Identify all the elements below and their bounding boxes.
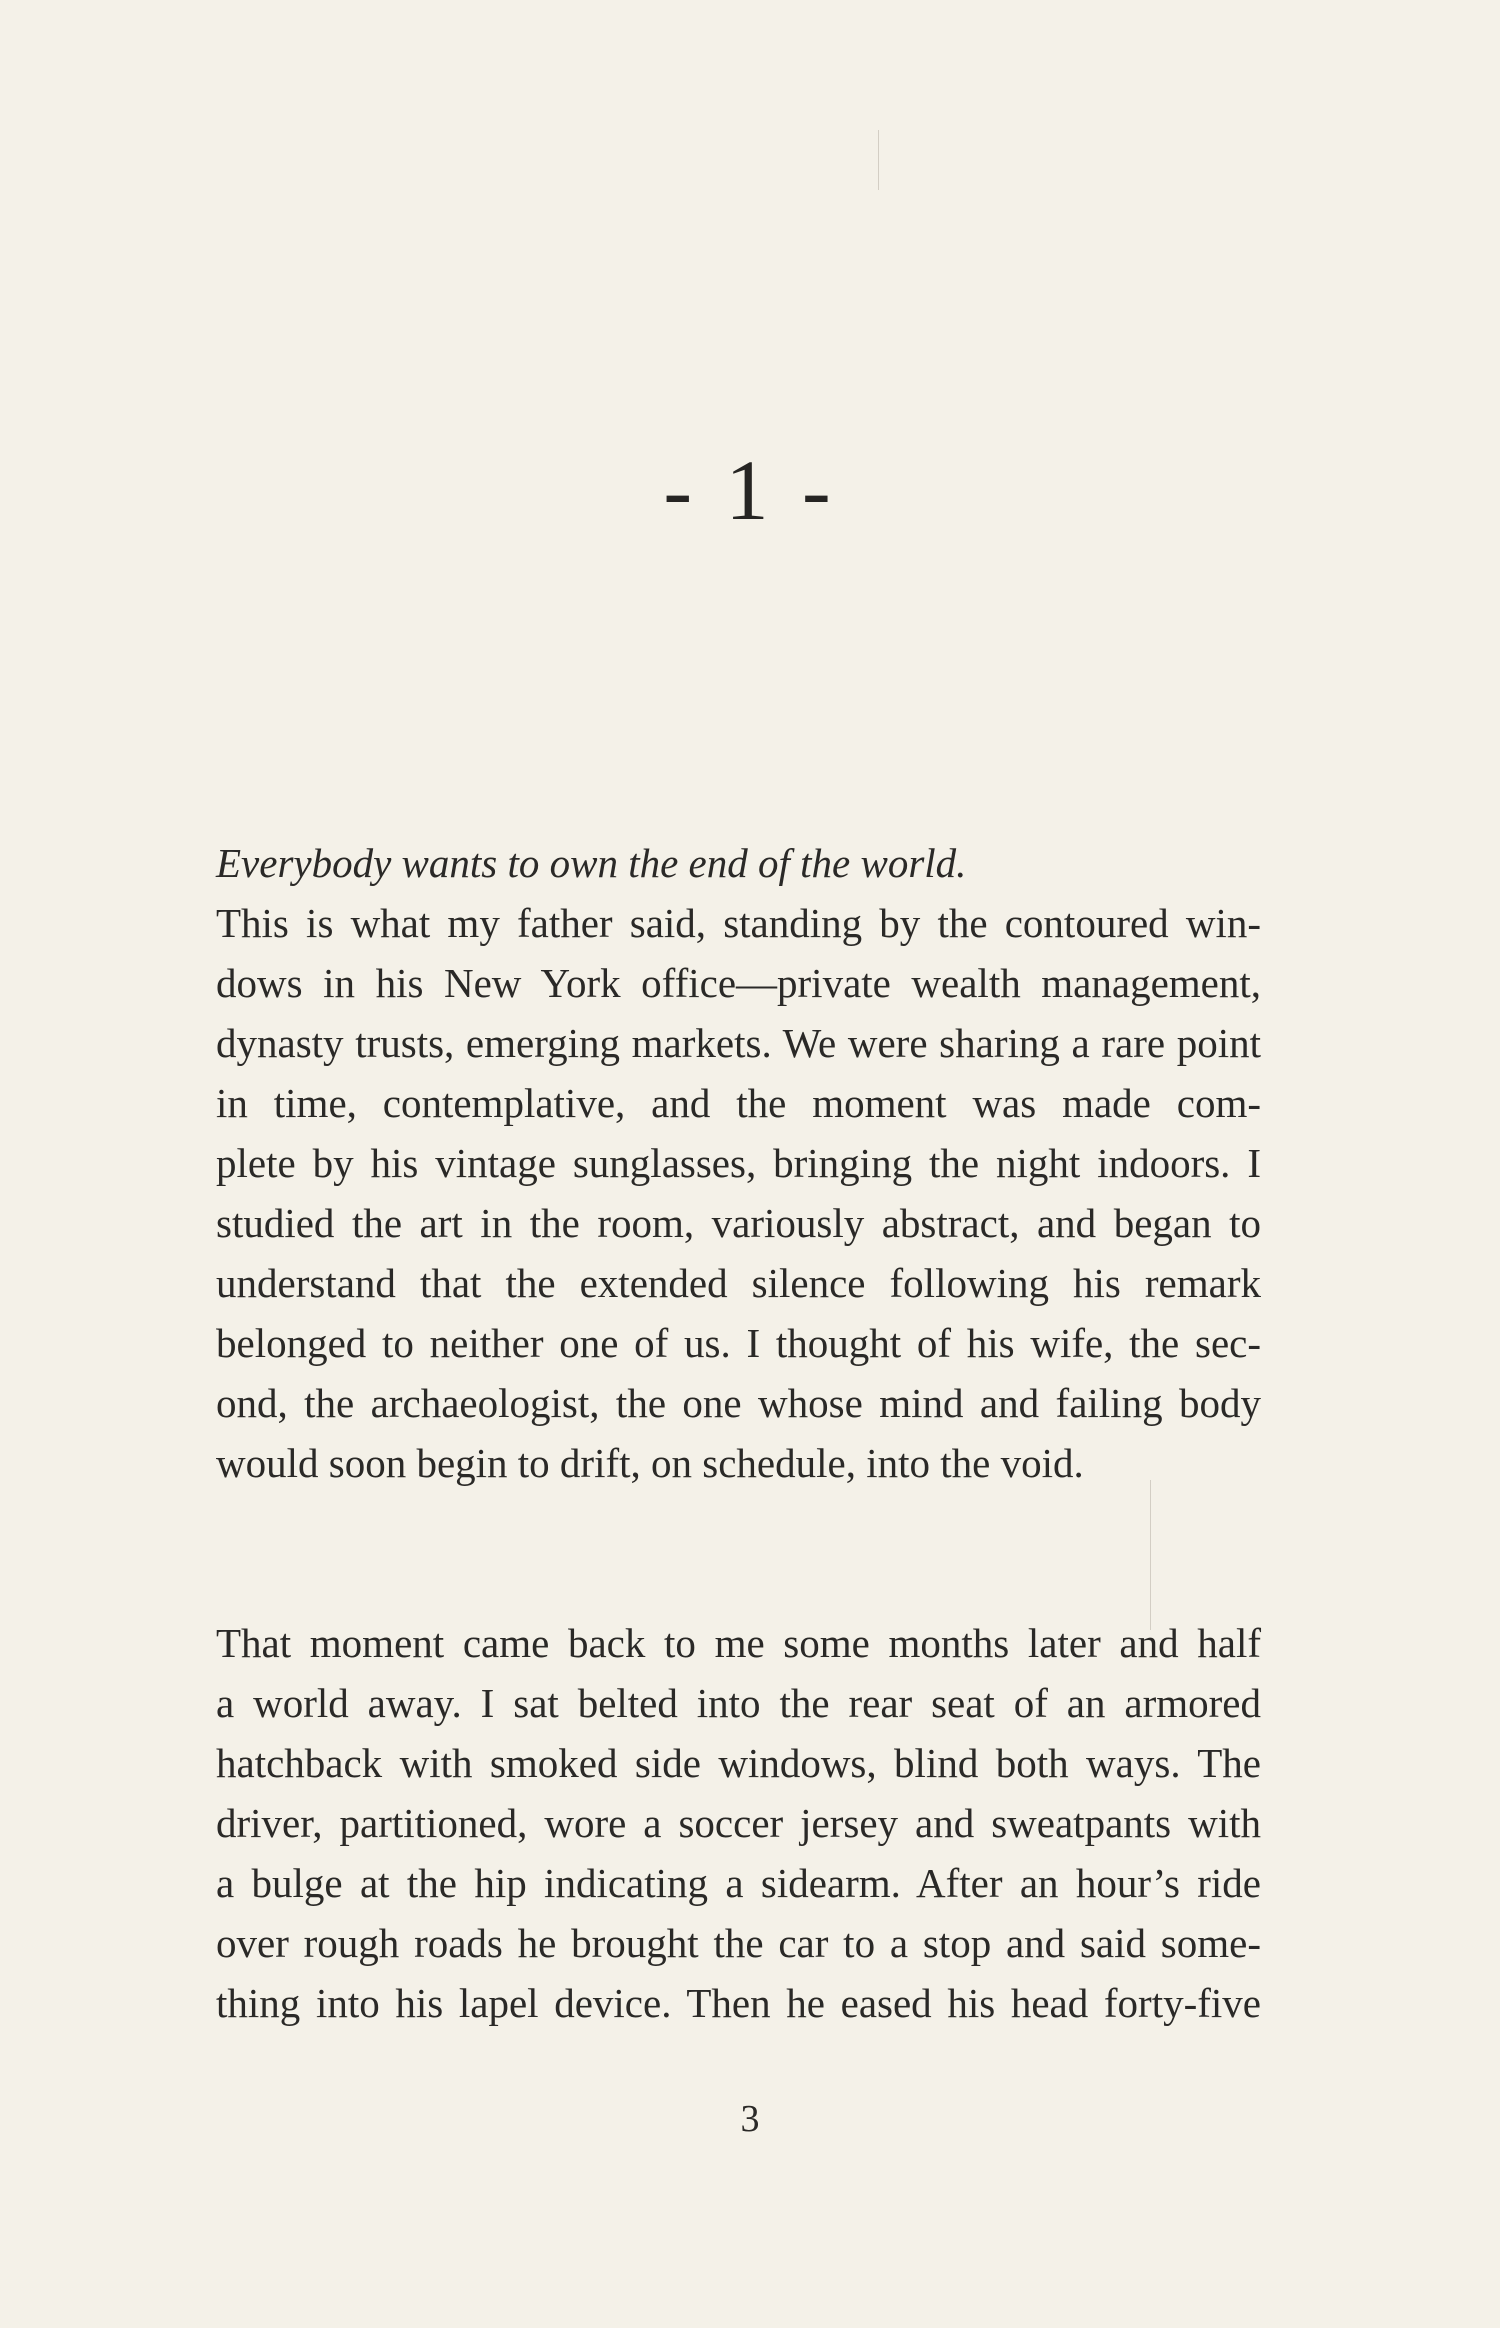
paragraph-2-line: driver, partitioned, wore a soccer jersey and sweatpants with xyxy=(216,1800,1261,1846)
scan-mark xyxy=(878,130,879,190)
paragraph-1-line: belonged to neither one of us. I thought of his wife, the sec- xyxy=(216,1320,1261,1366)
paragraph-2-line: thing into his lapel device. Then he eased his head forty-five xyxy=(216,1980,1261,2026)
paragraph-1-line: in time, contemplative, and the moment was made com- xyxy=(216,1080,1261,1126)
paragraph-1-line: would soon begin to drift, on schedule, into the void. xyxy=(216,1440,1084,1486)
paragraph-1-line: understand that the extended silence following his remark xyxy=(216,1260,1261,1306)
paragraph-1-line: dows in his New York office—private wealth management, xyxy=(216,960,1261,1006)
scan-mark xyxy=(1150,1480,1151,1630)
epigraph: Everybody wants to own the end of the world. xyxy=(216,840,967,886)
paragraph-1-line: studied the art in the room, variously abstract, and began to xyxy=(216,1200,1261,1246)
paragraph-1-line: This is what my father said, standing by the contoured win- xyxy=(216,900,1261,946)
paragraph-2-line: a world away. I sat belted into the rear seat of an armored xyxy=(216,1680,1261,1726)
paragraph-2-line: hatchback with smoked side windows, blind both ways. The xyxy=(216,1740,1261,1786)
paragraph-2-line: a bulge at the hip indicating a sidearm. After an hour’s ride xyxy=(216,1860,1261,1906)
chapter-number: - 1 - xyxy=(663,442,837,538)
paragraph-2-line: over rough roads he brought the car to a stop and said some- xyxy=(216,1920,1261,1966)
paragraph-1-line: plete by his vintage sunglasses, bringing the night indoors. I xyxy=(216,1140,1261,1186)
paragraph-1-line: ond, the archaeologist, the one whose mind and failing body xyxy=(216,1380,1261,1426)
page-number: 3 xyxy=(740,2098,760,2140)
paragraph-1-line: dynasty trusts, emerging markets. We were sharing a rare point xyxy=(216,1020,1261,1066)
paragraph-2-line: That moment came back to me some months later and half xyxy=(216,1620,1261,1666)
